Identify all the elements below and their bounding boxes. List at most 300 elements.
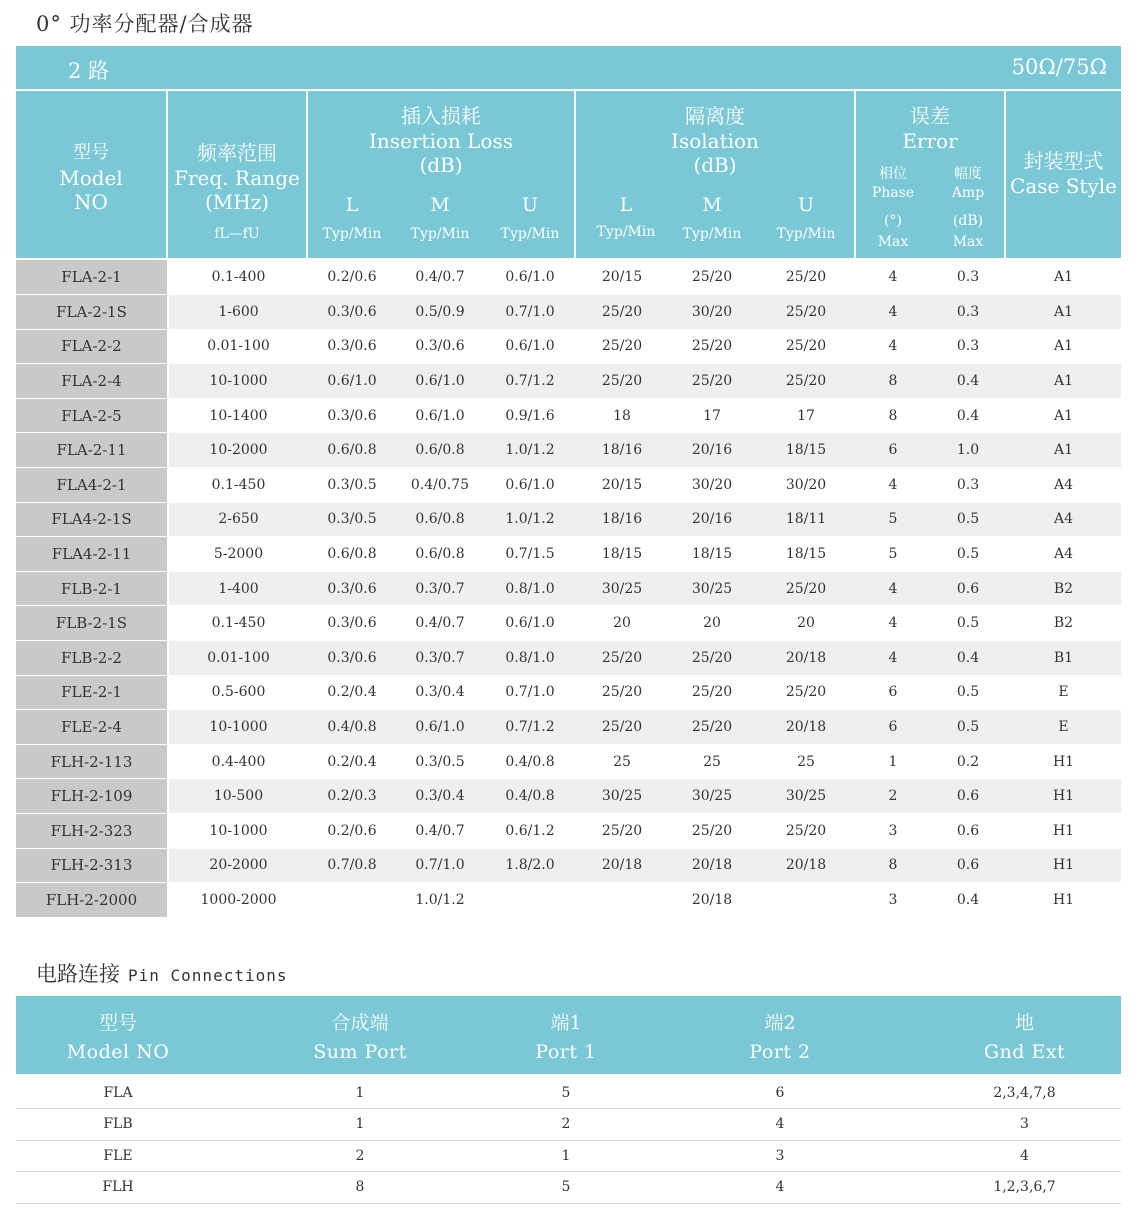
cell-iso-m: 25/20 xyxy=(668,710,756,745)
cell-freq-range: 0.1-400 xyxy=(168,260,308,295)
cell-iso-l: 25 xyxy=(576,744,668,779)
cell-il-m: 0.6/1.0 xyxy=(396,364,484,399)
cell-iso-u: 20/18 xyxy=(756,710,856,745)
header-freq-range: fL—fU xyxy=(214,226,260,242)
pin-cell-gnd-ext: 4 xyxy=(928,1140,1121,1172)
table-row xyxy=(16,641,1121,676)
cell-il-u: 1.8/2.0 xyxy=(484,848,576,883)
cell-iso-m: 25/20 xyxy=(668,675,756,710)
header-err-zh: 误差 xyxy=(910,104,950,128)
cell-model: FLH-2-323 xyxy=(16,814,168,849)
cell-case-style: H1 xyxy=(1006,814,1121,849)
cell-il-m: 0.3/0.5 xyxy=(396,744,484,779)
cell-model: FLB-2-1S xyxy=(16,606,168,641)
cell-amp-error: 0.5 xyxy=(930,675,1006,710)
cell-phase-error: 8 xyxy=(856,848,930,883)
table-row xyxy=(16,848,1121,883)
header-freq-unit: (MHz) xyxy=(204,190,270,214)
cell-il-m: 0.6/1.0 xyxy=(396,710,484,745)
header-iso-zh: 隔离度 xyxy=(685,104,745,128)
cell-case-style: H1 xyxy=(1006,744,1121,779)
cell-iso-m: 30/20 xyxy=(668,468,756,503)
pin-header-gnd-en: Gnd Ext xyxy=(983,1041,1066,1063)
cell-freq-range: 1-600 xyxy=(168,295,308,330)
cell-amp-error: 0.3 xyxy=(930,260,1006,295)
table-row xyxy=(16,710,1121,745)
cell-model: FLA-2-4 xyxy=(16,364,168,399)
header-iso-l-typmin: Typ/Min xyxy=(596,224,656,240)
cell-amp-error: 0.6 xyxy=(930,571,1006,606)
table-row xyxy=(16,260,1121,295)
cell-iso-m: 25/20 xyxy=(668,641,756,676)
cell-amp-error: 1.0 xyxy=(930,433,1006,468)
table-row xyxy=(16,744,1121,779)
cell-iso-u: 20 xyxy=(756,606,856,641)
cell-case-style: A4 xyxy=(1006,502,1121,537)
cell-il-l: 0.2/0.3 xyxy=(308,779,396,814)
cell-amp-error: 0.5 xyxy=(930,710,1006,745)
pin-cell-gnd-ext: 3 xyxy=(928,1109,1121,1141)
cell-model: FLH-2-109 xyxy=(16,779,168,814)
cell-phase-error: 4 xyxy=(856,295,930,330)
cell-il-m: 1.0/1.2 xyxy=(396,883,484,918)
cell-il-u: 0.9/1.6 xyxy=(484,398,576,433)
cell-iso-m: 17 xyxy=(668,398,756,433)
cell-iso-m: 20/16 xyxy=(668,433,756,468)
cell-iso-u: 20/18 xyxy=(756,641,856,676)
cell-il-m: 0.6/1.0 xyxy=(396,398,484,433)
header-phase-max: Max xyxy=(877,234,909,250)
cell-freq-range: 0.01-100 xyxy=(168,641,308,676)
table-row xyxy=(16,364,1121,399)
cell-il-l: 0.3/0.6 xyxy=(308,641,396,676)
pin-row xyxy=(16,1077,1121,1109)
pin-header-model-en: Model NO xyxy=(66,1041,170,1063)
cell-il-m: 0.4/0.7 xyxy=(396,814,484,849)
pin-header-sum-zh: 合成端 xyxy=(331,1012,389,1034)
cell-iso-l: 25/20 xyxy=(576,675,668,710)
banner-impedance: 50Ω/75Ω xyxy=(1011,55,1107,79)
cell-case-style: E xyxy=(1006,675,1121,710)
pin-row xyxy=(16,1172,1121,1204)
cell-case-style: A4 xyxy=(1006,468,1121,503)
cell-amp-error: 0.3 xyxy=(930,329,1006,364)
cell-iso-m: 20/16 xyxy=(668,502,756,537)
cell-case-style: B1 xyxy=(1006,641,1121,676)
cell-il-u xyxy=(484,883,576,918)
header-amp-zh: 幅度 xyxy=(954,166,982,182)
cell-il-u: 1.0/1.2 xyxy=(484,502,576,537)
pin-cell-port1: 2 xyxy=(500,1109,632,1141)
cell-il-m: 0.3/0.7 xyxy=(396,571,484,606)
cell-il-u: 0.7/1.2 xyxy=(484,364,576,399)
cell-il-u: 1.0/1.2 xyxy=(484,433,576,468)
cell-iso-u: 20/18 xyxy=(756,848,856,883)
cell-il-u: 0.4/0.8 xyxy=(484,779,576,814)
cell-amp-error: 0.5 xyxy=(930,606,1006,641)
header-case-style xyxy=(1006,91,1121,258)
header-il-zh: 插入损耗 xyxy=(401,104,481,128)
cell-phase-error: 4 xyxy=(856,641,930,676)
spec-table-header xyxy=(16,91,1121,258)
pin-title-zh: 电路连接 xyxy=(36,962,120,986)
cell-amp-error: 0.6 xyxy=(930,779,1006,814)
cell-case-style: B2 xyxy=(1006,606,1121,641)
pin-cell-gnd-ext: 1,2,3,6,7 xyxy=(928,1172,1121,1204)
cell-phase-error: 6 xyxy=(856,433,930,468)
cell-iso-u: 25/20 xyxy=(756,260,856,295)
cell-freq-range: 0.5-600 xyxy=(168,675,308,710)
pin-cell-port1: 5 xyxy=(500,1077,632,1109)
table-row xyxy=(16,883,1121,918)
cell-model: FLA4-2-1S xyxy=(16,502,168,537)
cell-iso-l: 18/16 xyxy=(576,433,668,468)
cell-iso-l: 20/15 xyxy=(576,260,668,295)
cell-il-l: 0.2/0.6 xyxy=(308,814,396,849)
cell-iso-m: 20 xyxy=(668,606,756,641)
header-il-unit: (dB) xyxy=(419,153,463,177)
cell-model: FLA4-2-11 xyxy=(16,537,168,572)
header-il-l: L xyxy=(345,194,359,216)
cell-iso-m: 25 xyxy=(668,744,756,779)
header-iso-m: M xyxy=(702,194,722,216)
cell-il-l: 0.6/0.8 xyxy=(308,537,396,572)
cell-iso-l: 25/20 xyxy=(576,295,668,330)
pin-header-port2-en: Port 2 xyxy=(749,1041,811,1063)
cell-amp-error: 0.4 xyxy=(930,883,1006,918)
cell-il-l: 0.6/1.0 xyxy=(308,364,396,399)
cell-freq-range: 10-1400 xyxy=(168,398,308,433)
section-banner xyxy=(16,46,1121,89)
header-phase-en: Phase xyxy=(871,185,915,201)
header-freq xyxy=(168,91,308,258)
cell-case-style: A1 xyxy=(1006,329,1121,364)
cell-il-l: 0.7/0.8 xyxy=(308,848,396,883)
cell-il-u: 0.7/1.5 xyxy=(484,537,576,572)
cell-il-u: 0.8/1.0 xyxy=(484,641,576,676)
cell-iso-u: 25/20 xyxy=(756,814,856,849)
pin-cell-port2: 4 xyxy=(632,1172,928,1204)
cell-model: FLH-2-2000 xyxy=(16,883,168,918)
cell-iso-u: 25/20 xyxy=(756,329,856,364)
cell-phase-error: 4 xyxy=(856,606,930,641)
table-row xyxy=(16,468,1121,503)
pin-header-port1 xyxy=(500,996,632,1074)
header-il-m-typmin: Typ/Min xyxy=(410,226,470,242)
cell-iso-u: 30/25 xyxy=(756,779,856,814)
cell-amp-error: 0.4 xyxy=(930,364,1006,399)
cell-iso-m: 30/25 xyxy=(668,779,756,814)
cell-il-u: 0.6/1.0 xyxy=(484,468,576,503)
pin-header-sum-en: Sum Port xyxy=(313,1041,407,1063)
header-model xyxy=(16,91,168,258)
cell-il-u: 0.7/1.0 xyxy=(484,675,576,710)
cell-il-m: 0.3/0.4 xyxy=(396,675,484,710)
pin-table-header xyxy=(16,996,1121,1074)
cell-iso-u: 25/20 xyxy=(756,364,856,399)
cell-il-m: 0.6/0.8 xyxy=(396,537,484,572)
cell-case-style: A4 xyxy=(1006,537,1121,572)
cell-phase-error: 1 xyxy=(856,744,930,779)
cell-phase-error: 2 xyxy=(856,779,930,814)
cell-il-u: 0.7/1.2 xyxy=(484,710,576,745)
cell-il-m: 0.4/0.75 xyxy=(396,468,484,503)
cell-model: FLB-2-1 xyxy=(16,571,168,606)
pin-cell-port2: 4 xyxy=(632,1109,928,1141)
header-il-m: M xyxy=(430,194,450,216)
cell-iso-l: 20/15 xyxy=(576,468,668,503)
cell-il-l: 0.2/0.6 xyxy=(308,260,396,295)
table-row xyxy=(16,606,1121,641)
pin-cell-sum-port: 1 xyxy=(220,1109,500,1141)
pin-cell-port1: 1 xyxy=(500,1140,632,1172)
cell-freq-range: 10-2000 xyxy=(168,433,308,468)
pin-header-model xyxy=(16,996,220,1074)
header-il-en: Insertion Loss xyxy=(368,129,513,153)
cell-model: FLE-2-4 xyxy=(16,710,168,745)
cell-freq-range: 2-650 xyxy=(168,502,308,537)
cell-iso-u: 30/20 xyxy=(756,468,856,503)
cell-case-style: A1 xyxy=(1006,398,1121,433)
cell-iso-l: 30/25 xyxy=(576,779,668,814)
header-iso-en: Isolation xyxy=(671,129,759,153)
table-row xyxy=(16,675,1121,710)
pin-table xyxy=(16,1077,1121,1204)
header-isolation xyxy=(576,91,856,258)
cell-model: FLA4-2-1 xyxy=(16,468,168,503)
cell-case-style: A1 xyxy=(1006,295,1121,330)
cell-iso-u: 18/15 xyxy=(756,537,856,572)
pin-header-gnd-zh: 地 xyxy=(1014,1012,1034,1034)
pin-section-title xyxy=(36,958,288,988)
table-row xyxy=(16,295,1121,330)
cell-il-m: 0.3/0.6 xyxy=(396,329,484,364)
cell-phase-error: 6 xyxy=(856,675,930,710)
spec-table xyxy=(16,260,1121,918)
cell-iso-u: 25/20 xyxy=(756,295,856,330)
cell-amp-error: 0.4 xyxy=(930,641,1006,676)
header-freq-en: Freq. Range xyxy=(174,166,300,190)
header-freq-zh: 频率范围 xyxy=(197,141,277,165)
cell-freq-range: 5-2000 xyxy=(168,537,308,572)
pin-cell-sum-port: 1 xyxy=(220,1077,500,1109)
cell-case-style: A1 xyxy=(1006,260,1121,295)
cell-freq-range: 0.01-100 xyxy=(168,329,308,364)
header-il-u-typmin: Typ/Min xyxy=(500,226,560,242)
header-iso-l: L xyxy=(619,194,633,216)
cell-phase-error: 4 xyxy=(856,571,930,606)
cell-iso-m: 25/20 xyxy=(668,329,756,364)
cell-case-style: E xyxy=(1006,710,1121,745)
cell-iso-u: 17 xyxy=(756,398,856,433)
cell-freq-range: 1000-2000 xyxy=(168,883,308,918)
cell-il-l: 0.3/0.6 xyxy=(308,606,396,641)
table-row xyxy=(16,329,1121,364)
cell-iso-l: 20/18 xyxy=(576,848,668,883)
header-insertion-loss xyxy=(308,91,576,258)
pin-cell-model: FLA xyxy=(16,1077,220,1109)
cell-phase-error: 4 xyxy=(856,468,930,503)
cell-phase-error: 5 xyxy=(856,502,930,537)
cell-amp-error: 0.6 xyxy=(930,848,1006,883)
header-case-zh: 封装型式 xyxy=(1023,149,1104,173)
cell-model: FLA-2-1 xyxy=(16,260,168,295)
cell-il-m: 0.6/0.8 xyxy=(396,433,484,468)
header-iso-u-typmin: Typ/Min xyxy=(776,226,836,242)
header-iso-unit: (dB) xyxy=(693,153,737,177)
pin-header-gnd xyxy=(928,996,1121,1074)
header-phase-unit: (°) xyxy=(884,213,902,229)
cell-il-l: 0.3/0.5 xyxy=(308,468,396,503)
cell-il-m: 0.6/0.8 xyxy=(396,502,484,537)
cell-model: FLA-2-11 xyxy=(16,433,168,468)
cell-iso-l: 25/20 xyxy=(576,814,668,849)
cell-il-u: 0.6/1.0 xyxy=(484,606,576,641)
cell-model: FLB-2-2 xyxy=(16,641,168,676)
cell-phase-error: 8 xyxy=(856,398,930,433)
header-iso-u: U xyxy=(797,194,814,216)
cell-iso-u: 25/20 xyxy=(756,675,856,710)
cell-il-l: 0.6/0.8 xyxy=(308,433,396,468)
cell-il-l: 0.4/0.8 xyxy=(308,710,396,745)
cell-il-l: 0.3/0.6 xyxy=(308,295,396,330)
cell-model: FLA-2-5 xyxy=(16,398,168,433)
cell-iso-l: 25/20 xyxy=(576,641,668,676)
header-amp-max: Max xyxy=(952,234,984,250)
cell-il-l: 0.3/0.6 xyxy=(308,329,396,364)
cell-iso-l: 25/20 xyxy=(576,329,668,364)
cell-amp-error: 0.5 xyxy=(930,502,1006,537)
table-row xyxy=(16,571,1121,606)
pin-cell-port2: 3 xyxy=(632,1140,928,1172)
header-model-zh: 型号 xyxy=(73,142,109,163)
cell-case-style: B2 xyxy=(1006,571,1121,606)
cell-phase-error: 3 xyxy=(856,883,930,918)
cell-model: FLA-2-1S xyxy=(16,295,168,330)
table-row xyxy=(16,814,1121,849)
cell-iso-m: 20/18 xyxy=(668,883,756,918)
cell-iso-u: 25 xyxy=(756,744,856,779)
cell-iso-l: 18/16 xyxy=(576,502,668,537)
header-model-en: Model xyxy=(59,166,123,190)
pin-cell-model: FLH xyxy=(16,1172,220,1204)
cell-iso-m: 18/15 xyxy=(668,537,756,572)
cell-case-style: H1 xyxy=(1006,883,1121,918)
pin-cell-model: FLB xyxy=(16,1109,220,1141)
cell-freq-range: 10-500 xyxy=(168,779,308,814)
cell-freq-range: 0.1-450 xyxy=(168,606,308,641)
cell-iso-l: 25/20 xyxy=(576,364,668,399)
cell-iso-m: 25/20 xyxy=(668,364,756,399)
cell-il-l: 0.3/0.5 xyxy=(308,502,396,537)
cell-il-m: 0.4/0.7 xyxy=(396,260,484,295)
header-il-l-typmin: Typ/Min xyxy=(322,226,382,242)
cell-amp-error: 0.3 xyxy=(930,468,1006,503)
pin-cell-model: FLE xyxy=(16,1140,220,1172)
pin-row xyxy=(16,1140,1121,1172)
header-err-en: Error xyxy=(902,129,958,153)
cell-il-l: 0.3/0.6 xyxy=(308,398,396,433)
cell-il-u: 0.8/1.0 xyxy=(484,571,576,606)
header-model-no: NO xyxy=(74,190,108,214)
page-title: 0° 功率分配器/合成器 xyxy=(36,12,254,36)
cell-iso-u xyxy=(756,883,856,918)
cell-case-style: A1 xyxy=(1006,364,1121,399)
header-il-u: U xyxy=(521,194,538,216)
header-amp-unit: (dB) xyxy=(952,213,984,229)
cell-iso-m: 20/18 xyxy=(668,848,756,883)
pin-cell-sum-port: 2 xyxy=(220,1140,500,1172)
cell-il-u: 0.6/1.0 xyxy=(484,329,576,364)
cell-iso-u: 25/20 xyxy=(756,571,856,606)
header-iso-m-typmin: Typ/Min xyxy=(682,226,742,242)
table-row xyxy=(16,433,1121,468)
cell-amp-error: 0.2 xyxy=(930,744,1006,779)
cell-il-m: 0.3/0.4 xyxy=(396,779,484,814)
cell-il-u: 0.4/0.8 xyxy=(484,744,576,779)
cell-freq-range: 10-1000 xyxy=(168,814,308,849)
cell-il-m: 0.4/0.7 xyxy=(396,606,484,641)
header-amp-en: Amp xyxy=(951,185,985,201)
banner-ways: 2 路 xyxy=(68,59,110,83)
cell-model: FLE-2-1 xyxy=(16,675,168,710)
cell-freq-range: 0.1-450 xyxy=(168,468,308,503)
header-error xyxy=(856,91,1006,258)
cell-iso-u: 18/15 xyxy=(756,433,856,468)
cell-freq-range: 0.4-400 xyxy=(168,744,308,779)
cell-il-u: 0.6/1.2 xyxy=(484,814,576,849)
pin-title-en: Pin Connections xyxy=(128,966,288,985)
cell-model: FLA-2-2 xyxy=(16,329,168,364)
pin-cell-sum-port: 8 xyxy=(220,1172,500,1204)
header-case-en: Case Style xyxy=(1010,174,1117,198)
cell-il-m: 0.3/0.7 xyxy=(396,641,484,676)
header-phase-zh: 相位 xyxy=(879,166,907,182)
pin-header-port1-zh: 端1 xyxy=(550,1012,582,1034)
cell-phase-error: 3 xyxy=(856,814,930,849)
cell-phase-error: 6 xyxy=(856,710,930,745)
pin-cell-gnd-ext: 2,3,4,7,8 xyxy=(928,1077,1121,1109)
table-row xyxy=(16,779,1121,814)
cell-freq-range: 20-2000 xyxy=(168,848,308,883)
cell-il-l xyxy=(308,883,396,918)
cell-il-l: 0.2/0.4 xyxy=(308,744,396,779)
cell-il-m: 0.7/1.0 xyxy=(396,848,484,883)
cell-case-style: H1 xyxy=(1006,848,1121,883)
cell-model: FLH-2-113 xyxy=(16,744,168,779)
pin-cell-port1: 5 xyxy=(500,1172,632,1204)
cell-il-u: 0.6/1.0 xyxy=(484,260,576,295)
cell-phase-error: 4 xyxy=(856,260,930,295)
pin-header-port1-en: Port 1 xyxy=(535,1041,597,1063)
pin-header-port2 xyxy=(632,996,928,1074)
cell-il-l: 0.2/0.4 xyxy=(308,675,396,710)
cell-iso-m: 25/20 xyxy=(668,814,756,849)
table-row xyxy=(16,398,1121,433)
cell-il-l: 0.3/0.6 xyxy=(308,571,396,606)
cell-freq-range: 10-1000 xyxy=(168,364,308,399)
cell-phase-error: 8 xyxy=(856,364,930,399)
cell-iso-m: 25/20 xyxy=(668,260,756,295)
table-row xyxy=(16,537,1121,572)
pin-row xyxy=(16,1109,1121,1141)
cell-il-m: 0.5/0.9 xyxy=(396,295,484,330)
cell-model: FLH-2-313 xyxy=(16,848,168,883)
cell-il-u: 0.7/1.0 xyxy=(484,295,576,330)
cell-phase-error: 5 xyxy=(856,537,930,572)
cell-iso-l: 30/25 xyxy=(576,571,668,606)
pin-header-port2-zh: 端2 xyxy=(764,1012,796,1034)
